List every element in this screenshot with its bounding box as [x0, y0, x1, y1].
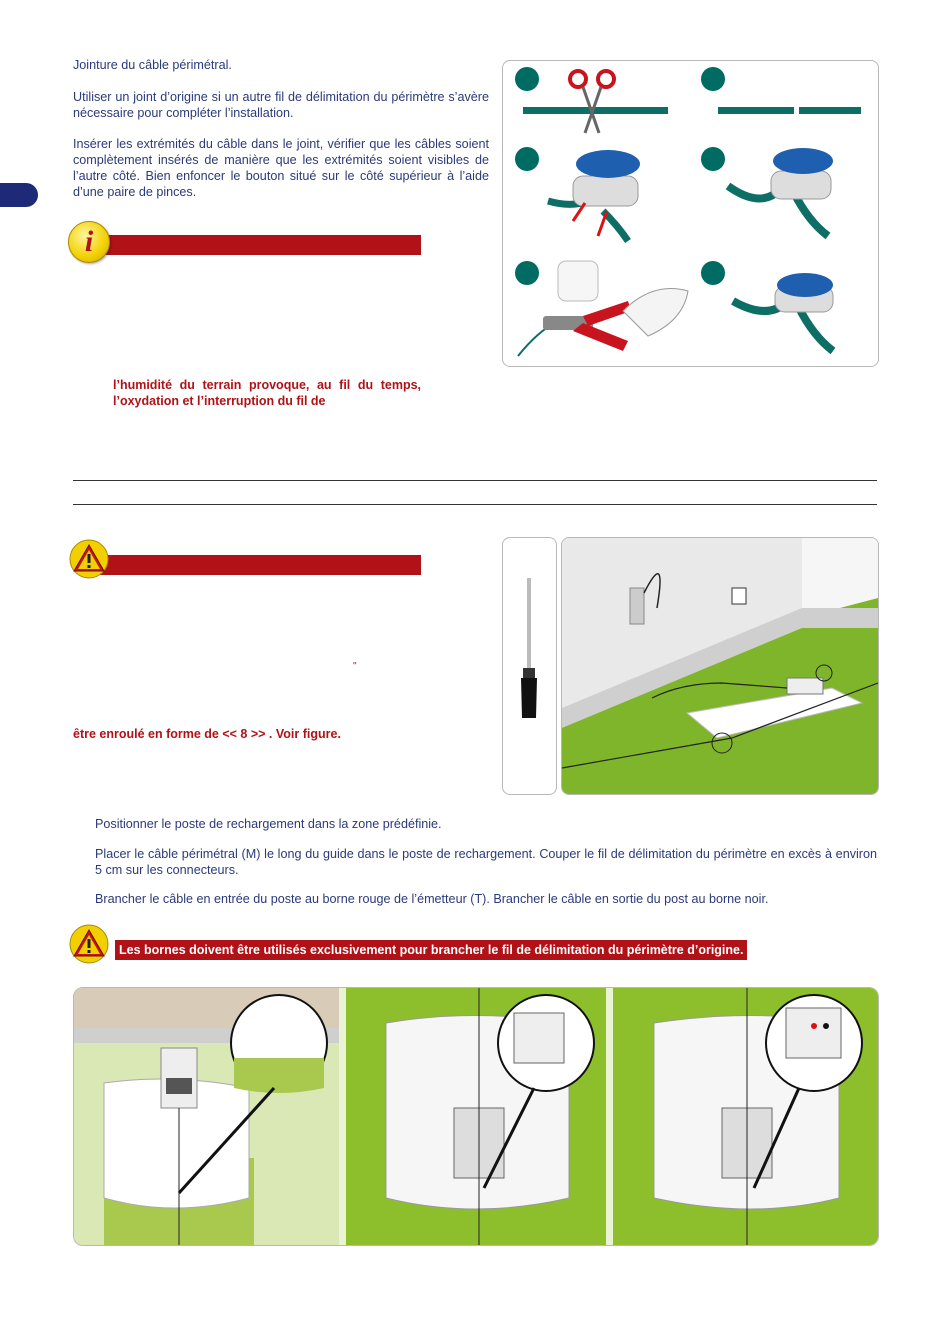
instruction-paragraph-3: Brancher le câble en entrée du poste au borne rouge de l’émetteur (T). Brancher le câble en sortie du post au borne noir.: [95, 892, 769, 906]
charging-station-figure: [561, 537, 879, 795]
warning-box-text: être enroulé en forme de << 8 >> . Voir figure.: [73, 727, 341, 741]
intro-paragraph-2: Insérer les extrémités du câble dans le joint, vérifier que les câbles soient complètement insérés de manière que les extrémités soient visibles de l’autre côté. Bien enfoncer le bouton situé sur le côté supérieur à l’aide d’une paire de pinces.: [73, 137, 489, 199]
installation-figures: [73, 987, 879, 1246]
intro-paragraph-1: Utiliser un joint d’origine si un autre fil de délimitation du périmètre s’avère nécessaire pour compléter l’installation.: [73, 90, 489, 120]
warning-quote-mark: ": [353, 661, 357, 672]
section-tab: [0, 183, 38, 207]
warning-icon: [68, 539, 110, 584]
warning-icon: [68, 924, 110, 969]
warning-box-bar: [95, 555, 421, 575]
separator-line-bottom: [73, 504, 877, 505]
separator-line-top: [73, 480, 877, 481]
info-icon: i: [68, 221, 110, 263]
info-box-text: l’humidité du terrain provoque, au fil du temps, l’oxydation et l’interruption du fil de: [113, 378, 421, 408]
screwdriver-figure: [502, 537, 557, 795]
bottom-warning-banner: Les bornes doivent être utilisés exclusivement pour brancher le fil de délimitation du périmètre d’origine.: [115, 940, 747, 960]
splice-steps-figure: [502, 60, 879, 367]
info-box-bar: [95, 235, 421, 255]
instruction-paragraph-2: Placer le câble périmétral (M) le long du guide dans le poste de rechargement. Couper le fil de délimitation du périmètre en excès à environ 5 cm sur les connecteurs.: [95, 847, 877, 877]
intro-heading: Jointure du câble périmétral.: [73, 58, 232, 72]
instruction-paragraph-1: Positionner le poste de rechargement dans la zone prédéfinie.: [95, 817, 442, 831]
